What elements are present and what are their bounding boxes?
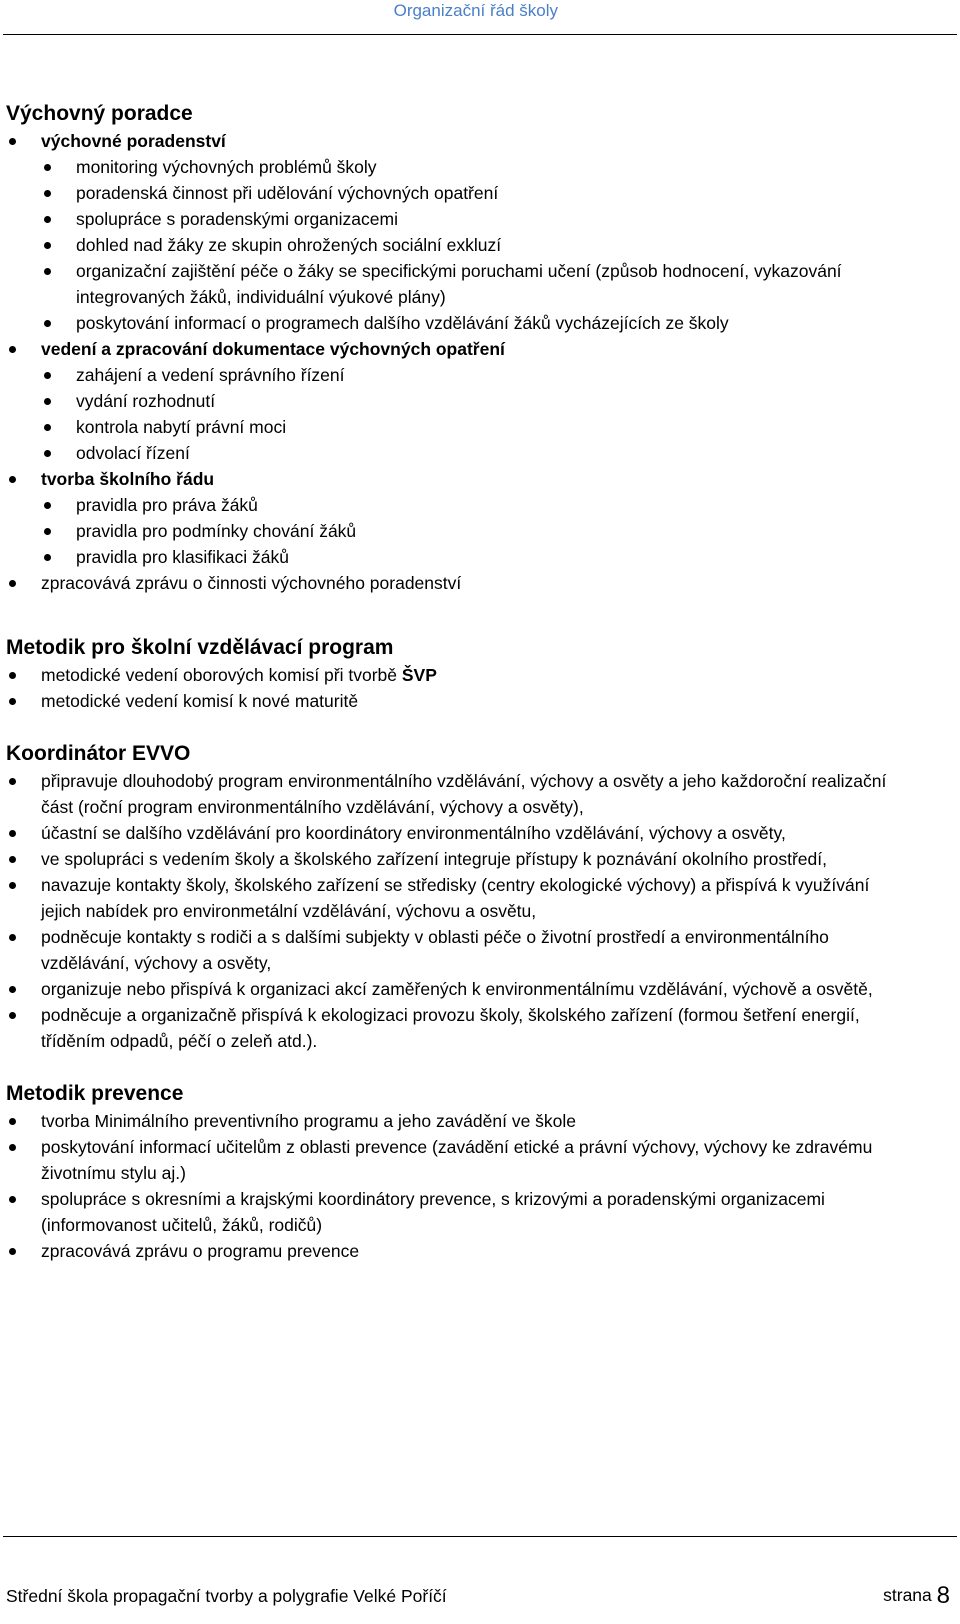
list-item-text: tvorba školního řádu bbox=[41, 469, 215, 489]
list-item-text: pravidla pro práva žáků bbox=[76, 495, 258, 515]
footer-divider bbox=[3, 1536, 957, 1537]
bullet-icon bbox=[44, 216, 51, 223]
list-item-text: zpracovává zprávu o programu prevence bbox=[41, 1241, 360, 1261]
document-body bbox=[6, 100, 950, 1264]
list-item-text: tvorba Minimálního preventivního programu a jeho zavádění ve škole bbox=[41, 1111, 577, 1131]
list-item bbox=[6, 388, 950, 414]
section-heading-metodik-svp: Metodik pro školní vzdělávací program bbox=[6, 636, 394, 659]
list-item bbox=[6, 846, 901, 872]
bullet-icon bbox=[9, 830, 16, 837]
bullet-icon bbox=[44, 502, 51, 509]
list-item bbox=[6, 128, 950, 154]
bullet-icon bbox=[9, 1196, 16, 1203]
bullet-icon bbox=[9, 778, 16, 785]
list-item bbox=[6, 232, 950, 258]
page-number bbox=[883, 1582, 950, 1610]
bullet-icon bbox=[44, 320, 51, 327]
list-item-text: podněcuje a organizačně přispívá k ekologizaci provozu školy, školského zařízení (formou šetření energií, tříděním odpadů, péčí o zeleň atd.). bbox=[41, 1005, 860, 1051]
bullet-icon bbox=[44, 554, 51, 561]
list-item-text: dohled nad žáky ze skupin ohrožených sociální exkluzí bbox=[76, 235, 502, 255]
list-item-text: výchovné poradenství bbox=[41, 131, 226, 151]
bullet-icon bbox=[9, 672, 16, 679]
list-item bbox=[6, 310, 950, 336]
header-divider bbox=[3, 34, 957, 35]
list-item-text: podněcuje kontakty s rodiči a s dalšími subjekty v oblasti péče o životní prostředí a environmentálního vzdělávání, výchovy a osvěty, bbox=[41, 927, 829, 973]
bullet-icon bbox=[9, 986, 16, 993]
bullet-icon bbox=[9, 346, 16, 353]
list-item-text: připravuje dlouhodobý program environmentálního vzdělávání, výchovy a osvěty a jeho každoroční realizační část (roční program environmentálního vzdělávání, výchovy a osvěty), bbox=[41, 771, 887, 817]
list-item bbox=[6, 1108, 901, 1134]
list-item-text: zahájení a vedení správního řízení bbox=[76, 365, 345, 385]
section-heading-metodik-prevence: Metodik prevence bbox=[6, 1082, 184, 1105]
bullet-icon bbox=[9, 698, 16, 705]
bullet-icon bbox=[9, 1248, 16, 1255]
bullet-icon bbox=[9, 476, 16, 483]
list-item bbox=[6, 206, 950, 232]
list-item-text: poskytování informací učitelům z oblasti prevence (zavádění etické a právní výchovy, výchovy ke zdravému životnímu stylu aj.) bbox=[41, 1137, 873, 1183]
list-item-bold-text: ŠVP bbox=[401, 665, 437, 685]
bullet-icon bbox=[9, 580, 16, 587]
list-item-text: odvolací řízení bbox=[76, 443, 190, 463]
list-item-text: navazuje kontakty školy, školského zařízení se středisky (centry ekologické výchovy) a přispívá k využívání jejich nabídek pro environmetální vzdělávání, výchovu a osvětu, bbox=[41, 875, 870, 921]
bullet-icon bbox=[9, 882, 16, 889]
list-item bbox=[6, 336, 950, 362]
bullet-icon bbox=[44, 190, 51, 197]
list-item bbox=[6, 820, 901, 846]
section-heading-vychovny-poradce: Výchovný poradce bbox=[6, 102, 193, 125]
list-item bbox=[6, 688, 950, 714]
list-item-text: spolupráce s okresními a krajskými koordinátory prevence, s krizovými a poradenskými organizacemi (informovanost učitelů, žáků, rodičů) bbox=[41, 1189, 825, 1235]
bullet-icon bbox=[44, 450, 51, 457]
bullet-icon bbox=[44, 268, 51, 275]
bullet-icon bbox=[9, 1012, 16, 1019]
bullet-icon bbox=[9, 1118, 16, 1125]
page-header bbox=[0, 0, 960, 36]
header-title: Organizační řád školy bbox=[393, 1, 558, 20]
list-item-text: vedení a zpracování dokumentace výchovných opatření bbox=[41, 339, 505, 359]
list-item bbox=[6, 1134, 901, 1186]
page-footer bbox=[0, 1536, 960, 1624]
bullet-icon bbox=[44, 372, 51, 379]
list-item-text: zpracovává zprávu o činnosti výchovného poradenství bbox=[41, 573, 462, 593]
list-item bbox=[6, 362, 950, 388]
list-item-text: pravidla pro klasifikaci žáků bbox=[76, 547, 290, 567]
list-item bbox=[6, 258, 936, 310]
list-item bbox=[6, 976, 941, 1002]
list-item-text: ve spolupráci s vedením školy a školského zařízení integruje přístupy k poznávání okolního prostředí, bbox=[41, 849, 827, 869]
list-item bbox=[6, 1186, 901, 1238]
list-item bbox=[6, 768, 901, 820]
list-item-text: účastní se dalšího vzdělávání pro koordinátory environmentálního vzdělávání, výchovy a osvěty, bbox=[41, 823, 786, 843]
bullet-icon bbox=[9, 138, 16, 145]
list-item bbox=[6, 466, 950, 492]
bullet-icon bbox=[9, 934, 16, 941]
list-item bbox=[6, 662, 950, 688]
list-item bbox=[6, 924, 901, 976]
list-item bbox=[6, 414, 950, 440]
list-item bbox=[6, 872, 901, 924]
bullet-icon bbox=[44, 528, 51, 535]
list-item bbox=[6, 1238, 901, 1264]
bullet-icon bbox=[44, 398, 51, 405]
list-item-text: organizuje nebo přispívá k organizaci akcí zaměřených k environmentálnímu vzdělávání, výchově a osvětě, bbox=[41, 979, 873, 999]
list-item-text: metodické vedení komisí k nové maturitě bbox=[41, 691, 359, 711]
list-item bbox=[6, 544, 950, 570]
list-item-text: poskytování informací o programech dalšího vzdělávání žáků vycházejících ze školy bbox=[76, 313, 729, 333]
page-number-value: 8 bbox=[936, 1582, 950, 1609]
list-item bbox=[6, 440, 950, 466]
list-item-text: vydání rozhodnutí bbox=[76, 391, 216, 411]
list-item-text: organizační zajištění péče o žáky se specifickými poruchami učení (způsob hodnocení, vykazování integrovaných žáků, individuální výukové plány) bbox=[76, 261, 842, 307]
bullet-icon bbox=[9, 856, 16, 863]
list-item-text: pravidla pro podmínky chování žáků bbox=[76, 521, 357, 541]
list-item bbox=[6, 570, 950, 596]
list-item bbox=[6, 154, 950, 180]
list-item-text: kontrola nabytí právní moci bbox=[76, 417, 287, 437]
list-item-text: spolupráce s poradenskými organizacemi bbox=[76, 209, 398, 229]
bullet-icon bbox=[9, 1144, 16, 1151]
list-item-text: poradenská činnost při udělování výchovných opatření bbox=[76, 183, 499, 203]
list-item bbox=[6, 518, 950, 544]
bullet-icon bbox=[44, 164, 51, 171]
list-item bbox=[6, 1002, 901, 1054]
list-item-text: monitoring výchovných problémů školy bbox=[76, 157, 377, 177]
list-item bbox=[6, 180, 950, 206]
list-item-text: metodické vedení oborových komisí při tvorbě bbox=[41, 665, 402, 685]
list-item bbox=[6, 492, 950, 518]
bullet-icon bbox=[44, 424, 51, 431]
page-label: strana bbox=[883, 1585, 932, 1605]
footer-school-name: Střední škola propagační tvorby a polygrafie Velké Poříčí bbox=[6, 1586, 447, 1606]
section-heading-koordinator-evvo: Koordinátor EVVO bbox=[6, 742, 191, 765]
bullet-icon bbox=[44, 242, 51, 249]
